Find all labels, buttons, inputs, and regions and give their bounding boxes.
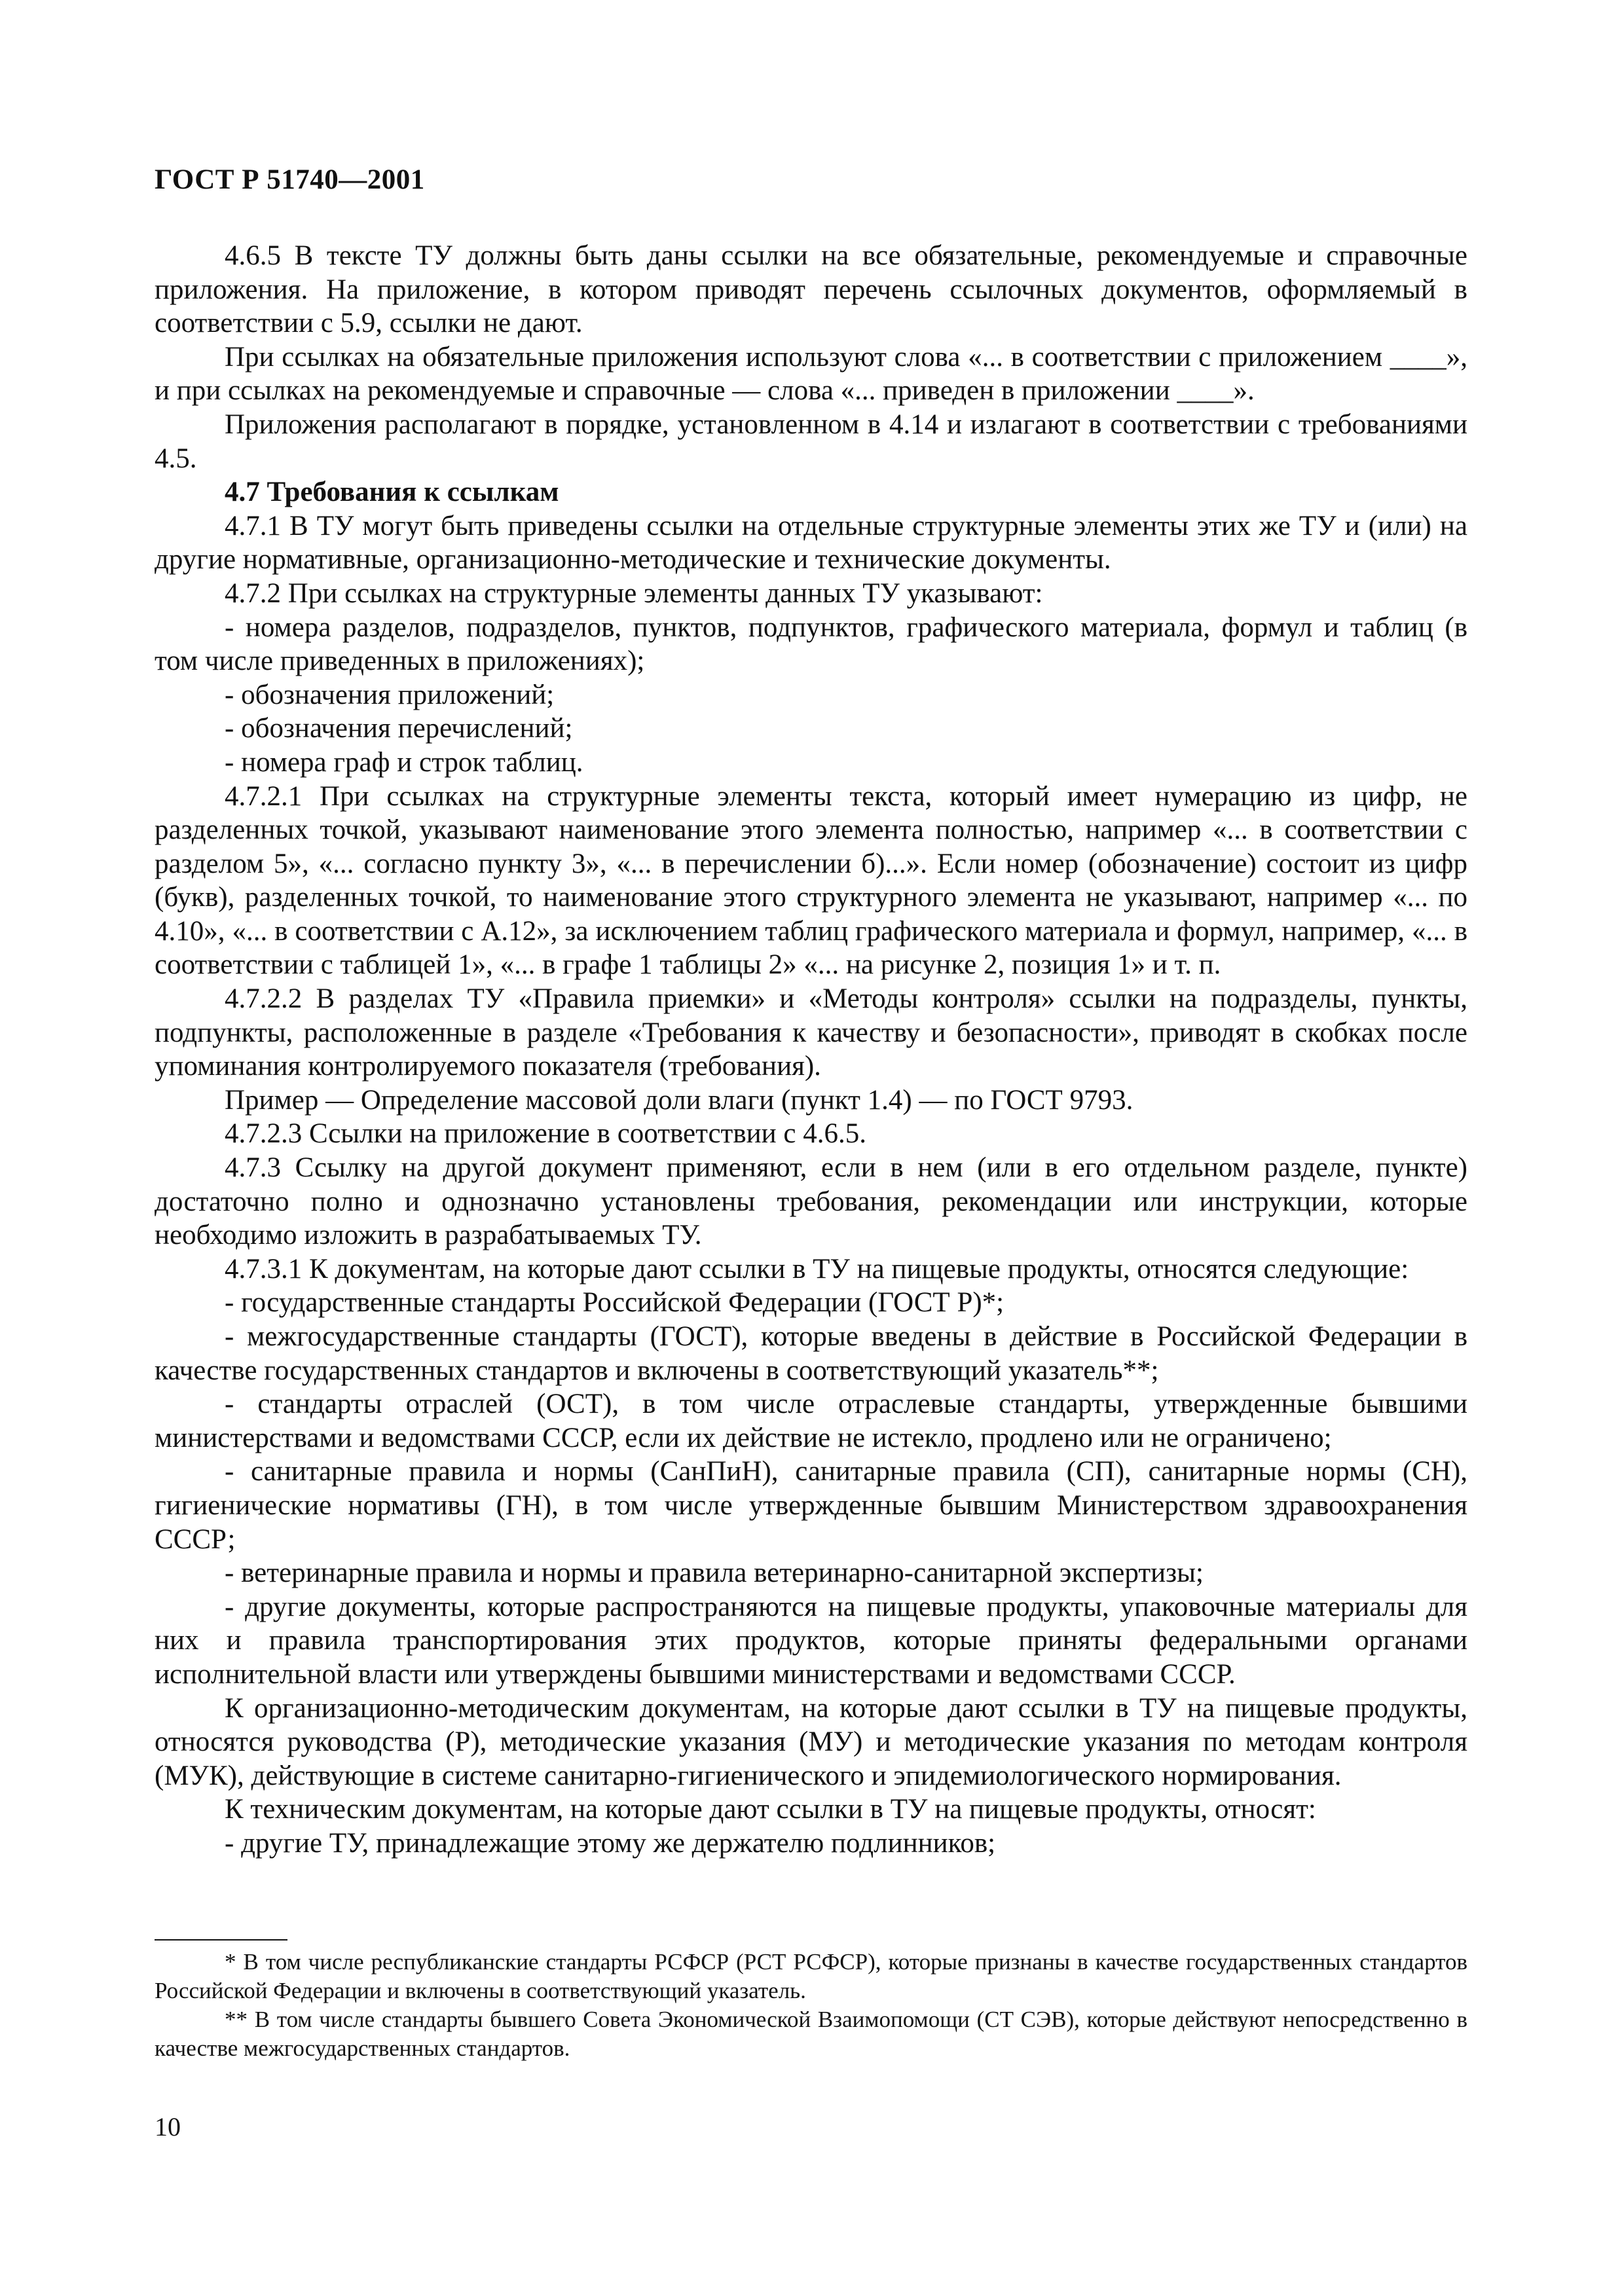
page-number: 10: [155, 2112, 181, 2141]
paragraph: - государственные стандарты Российской Федерации (ГОСТ Р)*;: [225, 1287, 1005, 1319]
footnote: * В том числе республиканские стандарты РСФСР (РСТ РСФСР), которые признаны в качестве государственных стандартов Российской Федерации и включены в соответствующий указатель.: [155, 1949, 1467, 2003]
paragraph: При ссылках на обязательные приложения используют слова «... в соответствии с приложением ____», и при ссылках на рекомендуемые и справочные — слова «... приведен в приложении ____».: [155, 341, 1467, 407]
paragraph: Приложения располагают в порядке, установленном в 4.14 и излагают в соответствии с требованиями 4.5.: [155, 409, 1467, 474]
paragraph: - обозначения приложений;: [225, 679, 555, 710]
body-text: [155, 239, 1467, 1861]
paragraph: 4.7.3 Ссылку на другой документ применяют, если в нем (или в его отдельном разделе, пункте) достаточно полно и однозначно установлены требования, рекомендации или инструкции, которые необходимо изложить в разрабатываемых ТУ.: [155, 1152, 1467, 1251]
paragraph: К техническим документам, на которые дают ссылки в ТУ на пищевые продукты, относят:: [225, 1794, 1316, 1825]
paragraph: 4.7.2 При ссылках на структурные элементы данных ТУ указывают:: [225, 577, 1043, 609]
document-header: ГОСТ Р 51740—2001: [155, 164, 425, 195]
paragraph: 4.7.1 В ТУ могут быть приведены ссылки на отдельные структурные элементы этих же ТУ и (или) на другие нормативные, организационно-методические и технические документы.: [155, 510, 1467, 575]
paragraph: К организационно-методическим документам, на которые дают ссылки в ТУ на пищевые продукты, относятся руководства (Р), методические указания (МУ) и методические указания по методам контроля (МУК), действующие в системе санитарно-гигиенического и эпидемиологического нормирования.: [155, 1692, 1467, 1791]
section-heading: 4.7 Требования к ссылкам: [225, 477, 559, 508]
paragraph: 4.7.2.2 В разделах ТУ «Правила приемки» и «Методы контроля» ссылки на подразделы, пункты, подпункты, расположенные в разделе «Требования к качеству и безопасности», приводят в скобках после упоминания контролируемого показателя (требования).: [155, 983, 1467, 1082]
footnotes: [155, 1948, 1467, 2063]
footnote-separator: [155, 1939, 287, 1941]
paragraph: - другие ТУ, принадлежащие этому же держателю подлинников;: [225, 1827, 996, 1859]
paragraph: Пример — Определение массовой доли влаги (пункт 1.4) — по ГОСТ 9793.: [225, 1084, 1134, 1116]
paragraph: 4.7.2.3 Ссылки на приложение в соответствии с 4.6.5.: [225, 1118, 866, 1150]
paragraph: - другие документы, которые распространяются на пищевые продукты, упаковочные материалы для них и правила транспортирования этих продуктов, которые приняты федеральными органами исполнительной власти или утверждены бывшими министерствами и ведомствами СССР.: [155, 1591, 1467, 1690]
paragraph: - санитарные правила и нормы (СанПиН), санитарные правила (СП), санитарные нормы (СН), гигиенические нормативы (ГН), в том числе утвержденные бывшим Министерством здравоохранения СССР;: [155, 1456, 1467, 1555]
paragraph: 4.7.2.1 При ссылках на структурные элементы текста, который имеет нумерацию из цифр, не разделенных точкой, указывают наименование этого элемента полностью, например «... в соответствии с разделом 5», «... согласно пункту 3», «... в перечислении б)...». Если номер (обозначение) состоит из цифр (букв), разделенных точкой, то наименование этого структурного элемента не указывают, например «... по 4.10», «... в соответствии с А.12», за исключением таблиц графического материала и формул, например, «... в соответствии с таблицей 1», «... в графе 1 таблицы 2» «... на рисунке 2, позиция 1» и т. п.: [155, 780, 1467, 981]
paragraph: - номера граф и строк таблиц.: [225, 746, 583, 778]
paragraph: - стандарты отраслей (ОСТ), в том числе отраслевые стандарты, утвержденные бывшими министерствами и ведомствами СССР, если их действие не истекло, продлено или не ограничено;: [155, 1389, 1467, 1453]
paragraph: 4.7.3.1 К документам, на которые дают ссылки в ТУ на пищевые продукты, относятся следующие:: [225, 1253, 1409, 1285]
paragraph: - ветеринарные правила и нормы и правила ветеринарно-санитарной экспертизы;: [225, 1558, 1204, 1589]
paragraph: 4.6.5 В тексте ТУ должны быть даны ссылки на все обязательные, рекомендуемые и справочные приложения. На приложение, в котором приводят перечень ссылочных документов, оформляемый в соответствии с 5.9, ссылки не дают.: [155, 240, 1467, 339]
paragraph: - межгосударственные стандарты (ГОСТ), которые введены в действие в Российской Федерации в качестве государственных стандартов и включены в соответствующий указатель**;: [155, 1321, 1467, 1386]
paragraph: - обозначения перечислений;: [225, 713, 573, 744]
footnote: ** В том числе стандарты бывшего Совета Экономической Взаимопомощи (СТ СЭВ), которые действуют непосредственно в качестве межгосударственных стандартов.: [155, 2007, 1467, 2061]
paragraph: - номера разделов, подразделов, пунктов, подпунктов, графического материала, формул и таблиц (в том числе приведенных в приложениях);: [155, 611, 1467, 677]
